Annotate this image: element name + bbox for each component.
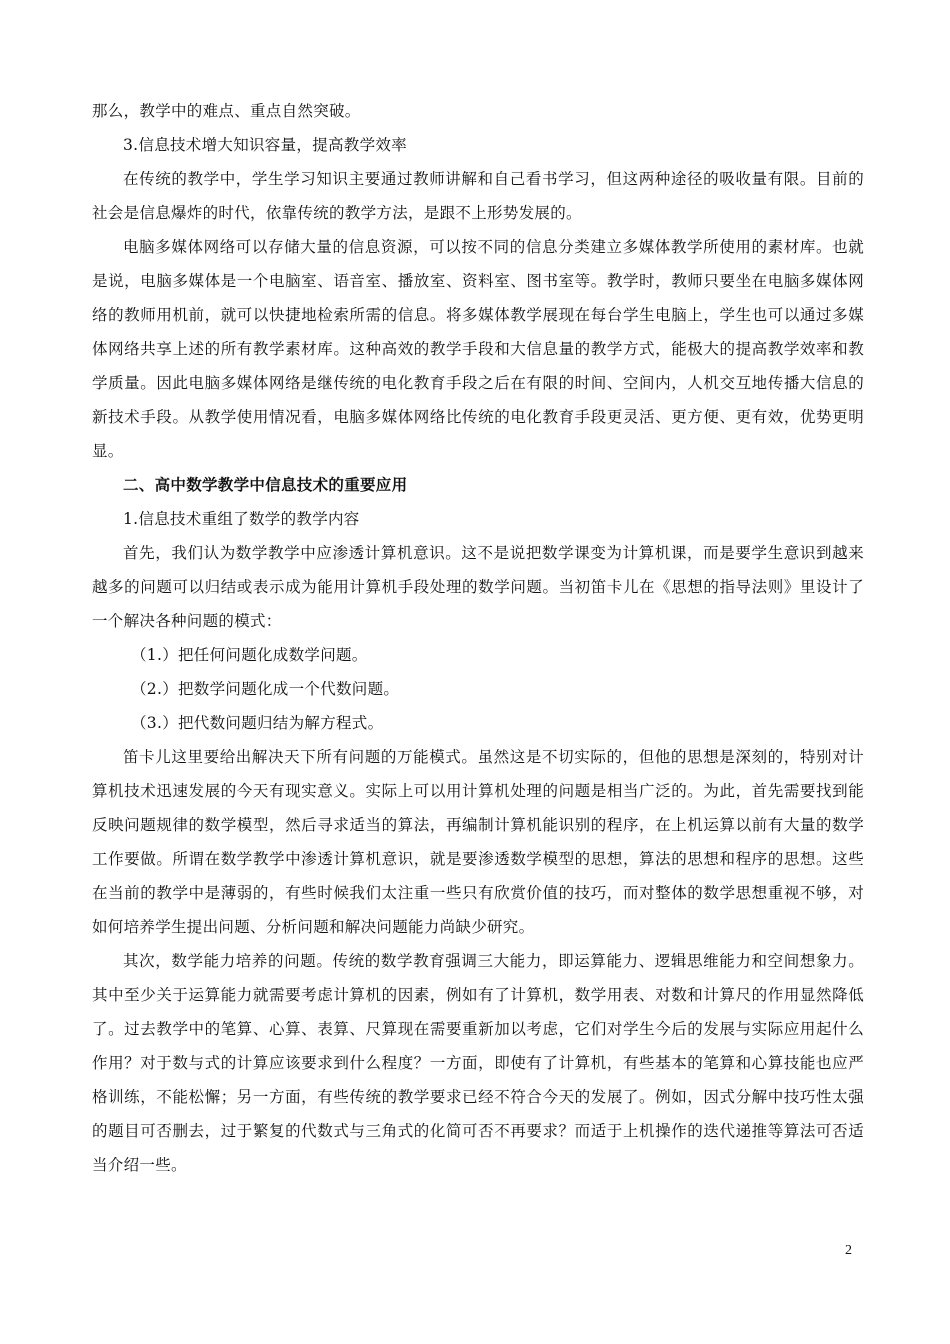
paragraph: 笛卡儿这里要给出解决天下所有问题的万能模式。虽然这是不切实际的，但他的思想是深刻的，特别对计算机技术迅速发展的今天有现实意义。实际上可以用计算机处理的问题是相当广泛的。为此，首先需要找到能反映问题规律的数学模型，然后寻求适当的算法，再编制计算机能识别的程序，在上机运算以前有大量的数学工作要做。所谓在数学教学中渗透计算机意识，就是要渗透数学模型的思想，算法的思想和程序的思想。这些在当前的教学中是薄弱的，有些时候我们太注重一些只有欣赏价值的技巧，而对整体的数学思想重视不够，对如何培养学生提出问题、分析问题和解决问题能力尚缺少研究。 (92, 748, 864, 936)
paragraph: 其次，数学能力培养的问题。传统的数学教育强调三大能力，即运算能力、逻辑思维能力和空间想象力。其中至少关于运算能力就需要考虑计算机的因素，例如有了计算机，数学用表、对数和计算尺的作用显然降低了。过去教学中的笔算、心算、表算、尺算现在需要重新加以考虑，它们对学生今后的发展与实际应用起什么作用？对于数与式的计算应该要求到什么程度？一方面，即使有了计算机，有些基本的笔算和心算技能也应严格训练，不能松懈；另一方面，有些传统的教学要求已经不符合今天的发展了。例如，因式分解中技巧性太强的题目可否删去，过于繁复的代数式与三角式的化简可否不再要求？而适于上机操作的迭代递推等算法可否适当介绍一些。 (92, 952, 864, 1174)
paragraph: 电脑多媒体网络可以存储大量的信息资源，可以按不同的信息分类建立多媒体教学所使用的素材库。也就是说，电脑多媒体是一个电脑室、语音室、播放室、资料室、图书室等。教学时，教师只要坐在电脑多媒体网络的教师用机前，就可以快捷地检索所需的信息。将多媒体教学展现在每台学生电脑上，学生也可以通过多媒体网络共享上述的所有教学素材库。这种高效的教学手段和大信息量的教学方式，能极大的提高教学效率和教学质量。因此电脑多媒体网络是继传统的电化教育手段之后在有限的时间、空间内，人机交互地传播大信息的新技术手段。从教学使用情况看，电脑多媒体网络比传统的电化教育手段更灵活、更方便、更有效，优势更明显。 (92, 238, 864, 460)
paragraph: 在传统的教学中，学生学习知识主要通过教师讲解和自己看书学习，但这两种途径的吸收量有限。目前的社会是信息爆炸的时代，依靠传统的教学方法，是跟不上形势发展的。 (92, 170, 864, 222)
paragraph-continuation: 那么，教学中的难点、重点自然突破。 (92, 102, 361, 120)
page-number: 2 (845, 1243, 852, 1258)
list-item: （1.）把任何问题化成数学问题。 (131, 646, 368, 664)
subheading-1: 1.信息技术重组了数学的教学内容 (123, 510, 360, 528)
document-body (92, 94, 864, 1182)
paragraph: 首先，我们认为数学教学中应渗透计算机意识。这不是说把数学课变为计算机课，而是要学生意识到越来越多的问题可以归结或表示成为能用计算机手段处理的数学问题。当初笛卡儿在《思想的指导法则》里设计了一个解决各种问题的模式： (92, 544, 864, 630)
list-item: （3.）把代数问题归结为解方程式。 (131, 714, 384, 732)
section-heading: 二、高中数学教学中信息技术的重要应用 (123, 475, 408, 494)
subheading-3: 3.信息技术增大知识容量，提高教学效率 (123, 136, 407, 154)
list-item: （2.）把数学问题化成一个代数问题。 (131, 680, 400, 698)
